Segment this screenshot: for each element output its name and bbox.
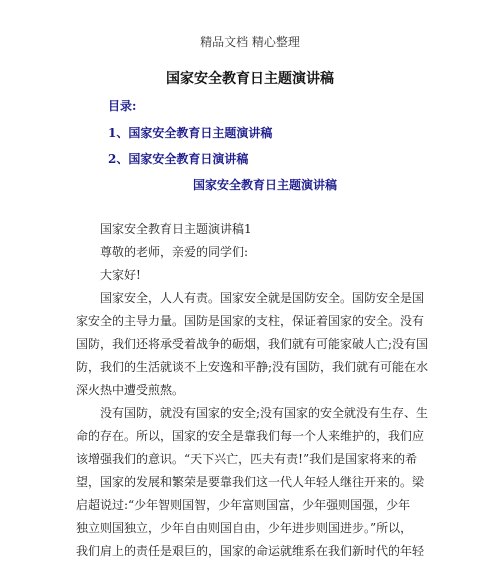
body-text — [76, 218, 430, 563]
speech-title-line: 国家安全教育日主题演讲稿1 — [100, 222, 252, 236]
salutation-line: 尊敬的老师，亲爱的同学们: — [100, 245, 249, 259]
paragraph-line: 防，我们的生活就谈不上安逸和平静;没有国防，我们就有可能在水 — [76, 360, 429, 374]
paragraph-line: 该增强我们的意识。“天下兴亡，匹夫有责!”我们是国家将来的希 — [76, 452, 418, 466]
paragraph-line: 命的存在。所以，国家的安全是靠我们每一个人来维护的，我们应 — [76, 429, 425, 443]
paragraph-line: 深火热中遭受煎熬。 — [76, 383, 185, 397]
paragraph-line: 家安全的主导力量。国防是国家的支柱，保证着国家的安全。没有 — [76, 314, 425, 328]
paragraph-line: 我们肩上的责任是艰巨的，国家的命运就维系在我们新时代的年轻 — [76, 544, 425, 558]
section-heading: 国家安全教育日主题演讲稿 — [192, 178, 337, 192]
toc-item-2[interactable]: 2、国家安全教育日演讲稿 — [108, 152, 249, 166]
document-title: 国家安全教育日主题演讲稿 — [166, 71, 334, 87]
toc-label: 目录: — [108, 99, 137, 113]
paragraph-line: 独立则国独立，少年自由则国自由，少年进步则国进步。”所以， — [76, 521, 413, 535]
paragraph-line: 望，国家的发展和繁荣是要靠我们这一代人年轻人继往开来的。梁 — [76, 475, 425, 489]
toc-item-1[interactable]: 1、国家安全教育日主题演讲稿 — [108, 126, 273, 140]
paragraph-line: 启超说过:“少年智则国智，少年富则国富，少年强则国强，少年 — [76, 498, 411, 512]
paragraph-line: 没有国防，就没有国家的安全;没有国家的安全就没有生存、生 — [100, 406, 429, 420]
paragraph-line: 国防，我们还将承受着战争的砺烟，我们就有可能家破人亡;没有国 — [76, 337, 429, 351]
greeting-line: 大家好! — [100, 268, 141, 282]
paragraph-line: 国家安全，人人有责。国家安全就是国防安全。国防安全是国 — [100, 291, 425, 305]
page-header: 精品文档 精心整理 — [200, 35, 300, 49]
